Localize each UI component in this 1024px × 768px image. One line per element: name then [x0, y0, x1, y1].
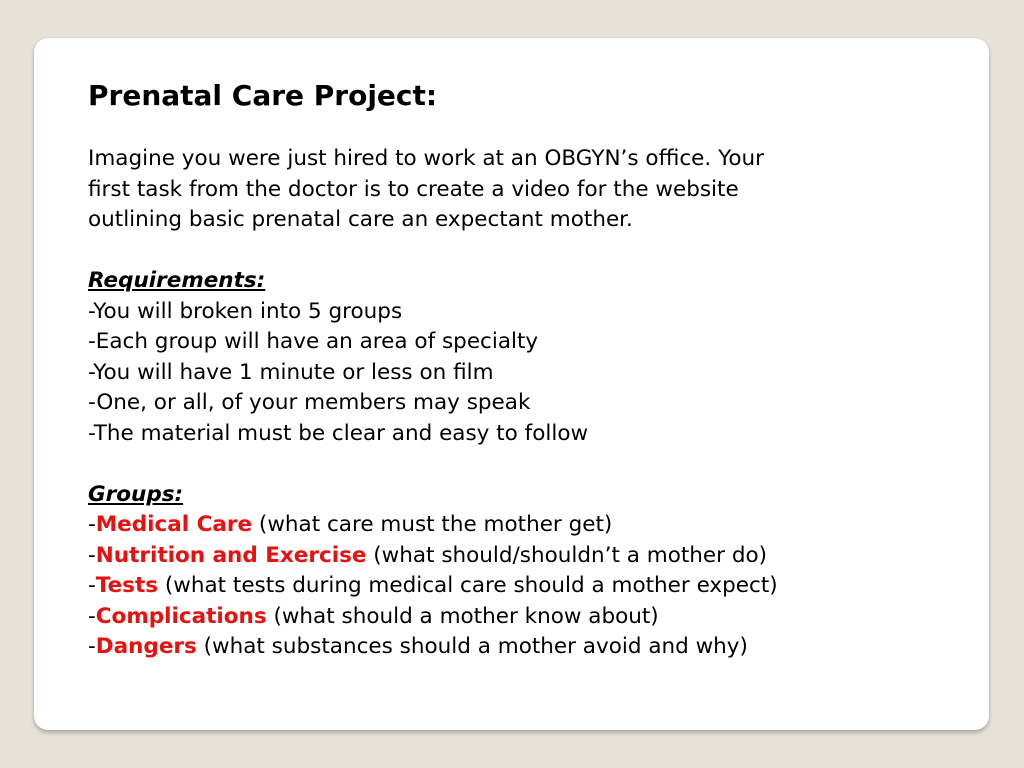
- requirement-item: -You will have 1 minute or less on film: [88, 359, 494, 385]
- group-name-nutrition-exercise: Nutrition and Exercise: [95, 542, 367, 568]
- group-prefix: -: [88, 512, 96, 537]
- group-prefix: -: [88, 573, 96, 598]
- slide-card: [34, 38, 989, 730]
- group-description: (what substances should a mother avoid and why): [196, 634, 748, 659]
- group-item: [88, 571, 968, 602]
- group-description: (what should/shouldn’t a mother do): [366, 542, 768, 568]
- group-name-tests: Tests: [95, 573, 159, 598]
- spacer: [88, 449, 968, 480]
- requirement-item: -Each group will have an area of specialty: [88, 329, 539, 354]
- requirements-heading: Requirements:: [88, 268, 266, 293]
- group-prefix: -: [88, 634, 96, 659]
- group-item: [88, 510, 968, 541]
- requirement-item: -You will broken into 5 groups: [88, 298, 403, 324]
- group-name-complications: Complications: [95, 603, 267, 629]
- slide-content: [88, 76, 968, 663]
- group-prefix: -: [88, 603, 96, 629]
- group-item: [88, 541, 968, 572]
- groups-heading: Groups:: [88, 481, 184, 507]
- group-item: [88, 602, 968, 633]
- spacer: [88, 236, 968, 267]
- group-description: (what tests during medical care should a mother expect): [158, 573, 778, 598]
- requirements-section: [88, 266, 968, 449]
- intro-paragraph: [88, 144, 968, 236]
- group-name-dangers: Dangers: [95, 634, 197, 659]
- group-name-medical-care: Medical Care: [95, 512, 253, 537]
- intro-line: Imagine you were just hired to work at an OBGYN’s office. Your: [88, 146, 764, 171]
- intro-line: first task from the doctor is to create a video for the website: [88, 176, 739, 202]
- requirement-item: -The material must be clear and easy to follow: [88, 420, 589, 446]
- intro-line: outlining basic prenatal care an expectant mother.: [88, 207, 633, 232]
- group-description: (what should a mother know about): [266, 603, 659, 629]
- slide-title: Prenatal Care Project:: [88, 79, 438, 112]
- requirement-item: -One, or all, of your members may speak: [88, 390, 531, 415]
- group-item: [88, 632, 968, 663]
- groups-section: [88, 480, 968, 663]
- group-prefix: -: [88, 542, 96, 568]
- group-description: (what care must the mother get): [252, 512, 613, 537]
